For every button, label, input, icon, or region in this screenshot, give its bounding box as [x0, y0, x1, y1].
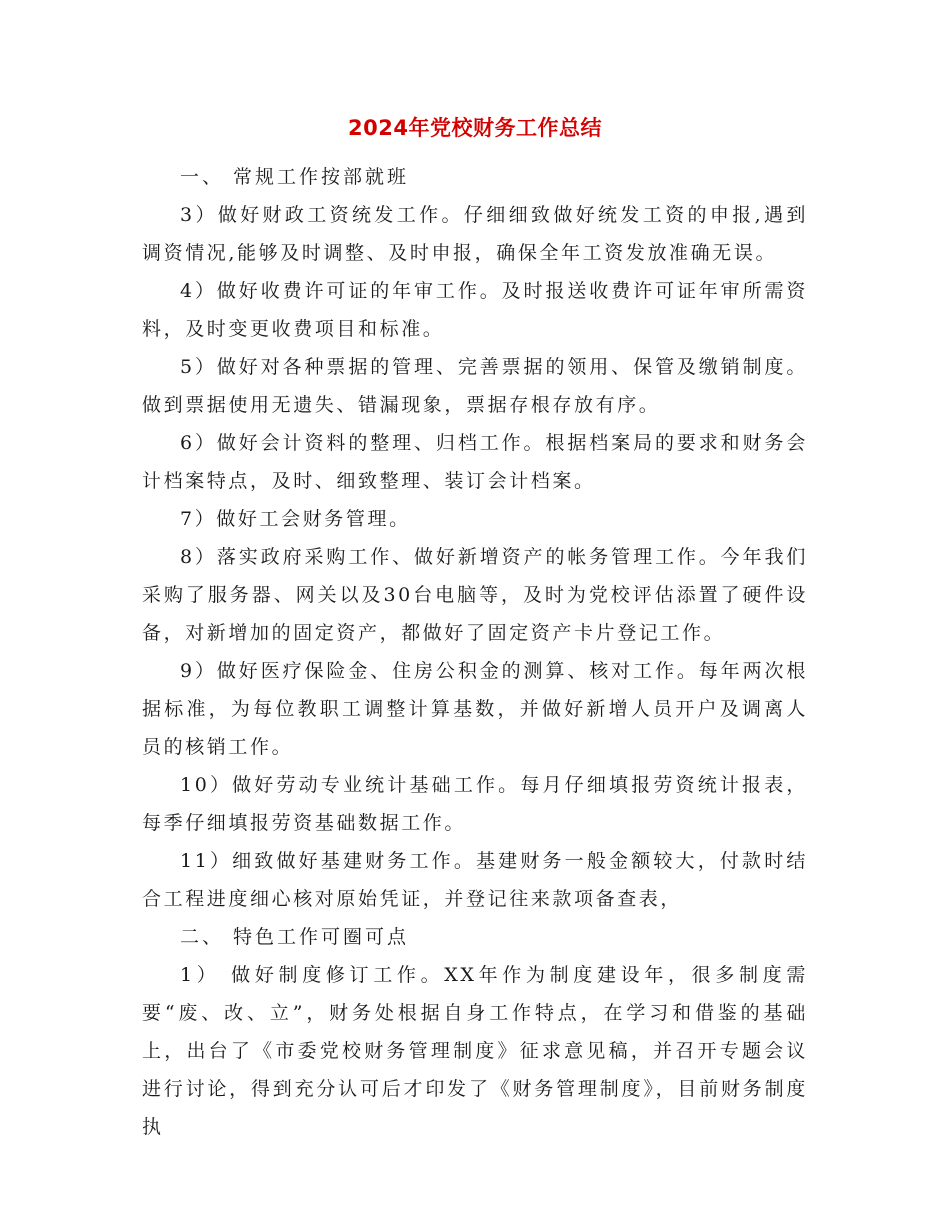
- paragraph-item-7: 7）做好工会财务管理。: [180, 508, 411, 530]
- document-body: [142, 158, 808, 1146]
- paragraph-item-4: 4）做好收费许可证的年审工作。及时报送收费许可证年审所需资料，及时变更收费项目和标准。: [142, 280, 808, 340]
- paragraph-item-5: 5）做好对各种票据的管理、完善票据的领用、保管及缴销制度。做到票据使用无遗失、错漏现象，票据存根存放有序。: [142, 356, 808, 416]
- section-heading-1: 一、 常规工作按部就班: [180, 166, 410, 188]
- paragraph-special-1: 1） 做好制度修订工作。XX年作为制度建设年，很多制度需要“废、改、立”，财务处根据自身工作特点，在学习和借鉴的基础上，出台了《市委党校财务管理制度》征求意见稿，并召开专题会议进行讨论，得到充分认可后才印发了《财务管理制度》，目前财务制度执: [142, 964, 808, 1138]
- paragraph-item-3: 3）做好财政工资统发工作。仔细细致做好统发工资的申报,遇到调资情况,能够及时调整、及时申报，确保全年工资发放准确无误。: [142, 204, 808, 264]
- paragraph-item-9: 9）做好医疗保险金、住房公积金的测算、核对工作。每年两次根据标准，为每位教职工调整计算基数，并做好新增人员开户及调离人员的核销工作。: [142, 660, 808, 758]
- paragraph-item-10: 10）做好劳动专业统计基础工作。每月仔细填报劳资统计报表，每季仔细填报劳资基础数据工作。: [142, 774, 808, 834]
- paragraph-item-11: 11）细致做好基建财务工作。基建财务一般金额较大，付款时结合工程进度细心核对原始凭证，并登记往来款项备查表，: [142, 850, 808, 910]
- paragraph-item-8: 8）落实政府采购工作、做好新增资产的帐务管理工作。今年我们采购了服务器、网关以及30台电脑等，及时为党校评估添置了硬件设备，对新增加的固定资产，都做好了固定资产卡片登记工作。: [142, 546, 808, 644]
- section-heading-2: 二、 特色工作可圈可点: [180, 926, 410, 948]
- paragraph-item-6: 6）做好会计资料的整理、归档工作。根据档案局的要求和财务会计档案特点，及时、细致整理、装订会计档案。: [142, 432, 808, 492]
- document-title: 2024年党校财务工作总结: [348, 116, 602, 140]
